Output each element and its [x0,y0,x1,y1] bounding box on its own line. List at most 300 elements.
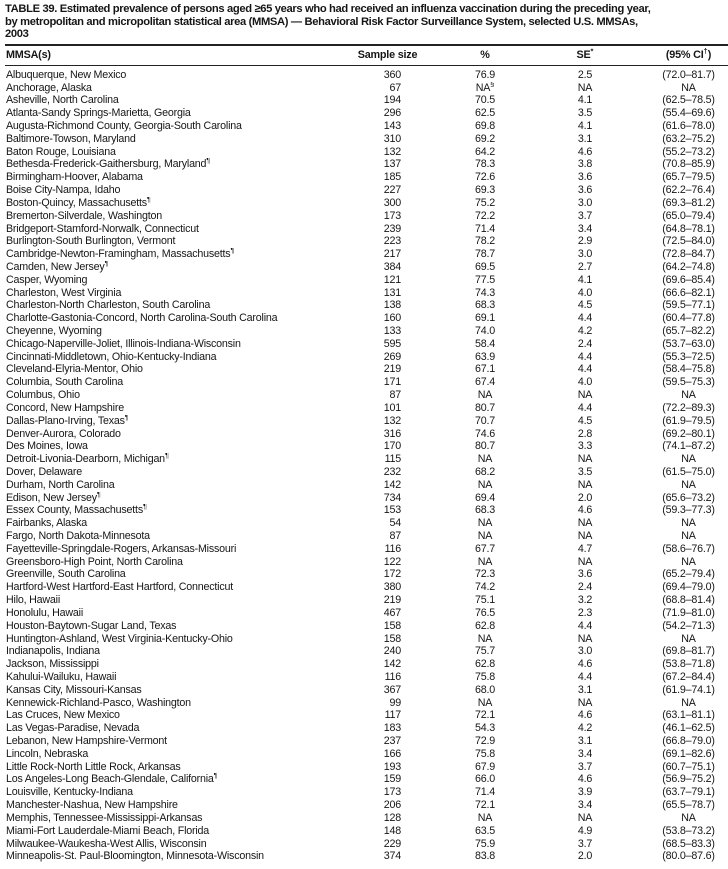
mmsa-footnote-marker: ¶ [164,453,169,460]
table-row [5,568,728,581]
percent-footnote-marker: § [490,81,495,89]
mmsa-cell [5,171,345,184]
percent-value: 78.2 [474,235,495,248]
se-value: NA [577,696,593,709]
se-value: 4.0 [577,376,593,389]
sample-size-value: 153 [383,504,401,517]
se-value: 4.1 [577,120,593,133]
se-value: 2.7 [577,260,593,273]
percent-cell [430,620,540,633]
percent-cell [430,299,540,312]
mmsa-name: Bethesda-Frederick-Gaithersburg, Maryland [6,158,207,171]
mmsa-cell [5,248,345,261]
se-value: 4.4 [577,619,593,632]
table-row [5,210,728,223]
mmsa-cell [5,671,345,684]
mmsa-cell [5,389,345,402]
se-value: 3.5 [577,107,593,120]
percent-value: 62.5 [474,107,495,120]
mmsa-cell [5,556,345,569]
ci-value: NA [681,453,696,466]
sample-size-value: 172 [383,568,401,581]
percent-value: 77.5 [474,273,495,286]
ci-value: (72.2–89.3) [662,401,715,414]
mmsa-cell [5,658,345,671]
percent-cell [430,107,540,120]
mmsa-name: Anchorage, Alaska [6,81,92,94]
ci-value: (71.9–81.0) [662,606,715,619]
mmsa-footnote-marker: ¶ [124,414,129,422]
table-row [5,671,728,684]
se-value: 2.8 [577,427,593,440]
percent-value: 72.3 [474,568,495,581]
ci-value: (65.0–79.4) [662,209,715,222]
percent-cell [430,786,540,799]
mmsa-cell [5,197,345,210]
sample-size-value: 374 [383,850,401,863]
mmsa-name: Augusta-Richmond County, Georgia-South Carolina [6,120,242,133]
table-row [5,120,728,133]
percent-value: 80.7 [474,440,495,453]
percent-value: 83.8 [474,850,495,863]
ci-value: NA [681,478,696,491]
table-row [5,171,728,184]
table-row [5,594,728,607]
se-value: 3.1 [577,132,593,145]
mmsa-name: Miami-Fort Lauderdale-Miami Beach, Florida [6,824,210,837]
sample-size-value: 160 [383,312,401,325]
percent-cell [430,235,540,248]
se-value: 4.6 [577,145,593,158]
mmsa-name: Kennewick-Richland-Pasco, Washington [6,696,191,709]
ci-value: (63.1–81.1) [662,709,715,722]
percent-value: NA [477,453,493,466]
percent-value: 69.4 [474,491,495,504]
percent-value: 67.1 [474,363,495,376]
ci-value: (53.8–73.2) [662,824,715,837]
ci-value: (68.5–83.3) [662,837,715,850]
percent-cell [430,492,540,505]
mmsa-name: Durham, North Carolina [6,478,115,491]
se-value: NA [577,811,593,824]
ci-value: (65.2–79.4) [662,568,715,581]
ci-value: (65.5–78.7) [662,799,715,812]
percent-cell [430,722,540,735]
sample-size-value: 115 [384,453,401,466]
sample-size-value: 117 [384,709,401,722]
ci-value: NA [681,517,696,530]
percent-cell [430,402,540,415]
mmsa-name: Little Rock-North Little Rock, Arkansas [6,760,181,773]
ci-value: (62.2–76.4) [662,184,715,197]
percent-value: 78.3 [474,158,495,171]
mmsa-name: Kansas City, Missouri-Kansas [6,683,142,696]
table-row [5,146,728,159]
table-row [5,389,728,402]
table-row [5,158,728,171]
percent-value: NA [477,517,493,530]
percent-value: NA [477,632,493,645]
se-value: 2.0 [577,850,593,863]
mmsa-cell [5,299,345,312]
sample-size-value: 171 [383,376,401,389]
table-row [5,543,728,556]
sample-size-value: 133 [383,325,401,338]
ci-value: (59.5–77.1) [662,299,715,312]
mmsa-cell [5,748,345,761]
mmsa-cell [5,607,345,620]
table-row [5,261,728,274]
mmsa-name: Memphis, Tennessee-Mississippi-Arkansas [6,811,203,824]
table-row [5,351,728,364]
ci-value: NA [681,555,696,568]
percent-value: 74.2 [474,581,495,594]
ci-value: (69.2–80.1) [662,427,715,440]
mmsa-footnote-marker: ¶ [104,260,109,268]
se-value: NA [577,530,593,543]
se-value: 4.1 [577,94,593,107]
sample-size-value: 142 [383,658,401,671]
se-value: 2.0 [577,491,593,504]
mmsa-name: Boise City-Nampa, Idaho [6,184,121,197]
ci-value: (72.5–84.0) [662,235,715,248]
percent-cell [430,325,540,338]
ci-value: (56.9–75.2) [662,773,715,786]
table-row [5,697,728,710]
mmsa-name: Asheville, North Carolina [6,94,119,107]
table-row [5,684,728,697]
sample-size-value: 467 [383,606,401,619]
se-value: 3.7 [577,837,593,850]
table-row [5,722,728,735]
percent-cell [430,171,540,184]
percent-value: 67.9 [474,760,495,773]
percent-cell [430,633,540,646]
percent-value: NA [477,389,493,402]
se-value: 3.1 [577,735,593,748]
percent-cell [430,697,540,710]
se-value: 3.3 [577,440,593,453]
mmsa-cell [5,94,345,107]
table-row [5,402,728,415]
mmsa-cell [5,773,345,786]
percent-value: 75.8 [474,747,495,760]
percent-value: 68.2 [474,465,495,478]
percent-value: 68.0 [474,683,495,696]
sample-size-value: 223 [383,235,401,248]
column-header-ci [630,45,728,66]
mmsa-cell [5,146,345,159]
ci-value: NA [681,389,696,402]
mmsa-cell [5,261,345,274]
ci-value: (61.6–78.0) [662,120,715,133]
mmsa-name: Columbia, South Carolina [6,376,123,389]
mmsa-name: Bremerton-Silverdale, Washington [6,209,162,222]
percent-value: 72.1 [474,799,495,812]
percent-cell [430,581,540,594]
ci-value: (58.4–75.8) [662,363,715,376]
se-value: 2.3 [577,606,593,619]
percent-cell [430,645,540,658]
mmsa-footnote-marker: ¶ [146,196,151,204]
mmsa-cell [5,504,345,517]
mmsa-cell [5,479,345,492]
se-value: 3.6 [577,568,593,581]
mmsa-cell [5,184,345,197]
percent-cell [430,479,540,492]
se-value: 3.4 [577,747,593,760]
mmsa-name: Concord, New Hampshire [6,401,124,414]
se-value: 3.5 [577,465,593,478]
se-value: 4.6 [577,504,593,517]
percent-value: 68.3 [474,504,495,517]
mmsa-name: Charleston, West Virginia [6,286,122,299]
percent-value: 58.4 [474,337,495,350]
se-footnote-marker: * [590,46,594,56]
prevalence-table [5,44,728,863]
mmsa-cell [5,107,345,120]
mmsa-name: Indianapolis, Indiana [6,645,100,658]
table-row [5,312,728,325]
sample-size-value: 158 [383,619,401,632]
mmsa-cell [5,376,345,389]
mmsa-name: Charlotte-Gastonia-Concord, North Carolina-South Carolina [6,312,278,325]
mmsa-cell [5,274,345,287]
table-row [5,248,728,261]
se-value: 3.7 [577,760,593,773]
percent-cell [430,799,540,812]
mmsa-cell [5,620,345,633]
mmsa-cell [5,235,345,248]
sample-size-value: 101 [383,401,401,414]
mmsa-name: Baltimore-Towson, Maryland [6,132,136,145]
table-row [5,299,728,312]
mmsa-name: Boston-Quincy, Massachusetts [6,196,147,209]
percent-cell [430,761,540,774]
sample-size-value: 384 [383,260,401,273]
sample-size-value: 87 [389,530,401,543]
se-value: 3.8 [577,158,593,171]
percent-value: 75.7 [474,645,495,658]
percent-value: 71.4 [474,786,495,799]
percent-value: 75.9 [474,837,495,850]
se-value: 3.9 [577,786,593,799]
percent-value: 67.4 [474,376,495,389]
percent-value: 69.3 [474,184,495,197]
mmsa-cell [5,133,345,146]
percent-cell [430,812,540,825]
sample-size-value: 734 [383,491,401,504]
sample-size-value: 173 [383,209,401,222]
mmsa-footnote-marker: ¶ [142,504,147,511]
mmsa-footnote-marker: ¶ [230,248,235,255]
sample-size-value: 237 [383,735,401,748]
percent-cell [430,684,540,697]
mmsa-name: Honolulu, Hawaii [6,606,83,619]
table-row [5,812,728,825]
se-value: NA [577,478,593,491]
table-row [5,325,728,338]
mmsa-name: Fayetteville-Springdale-Rogers, Arkansas-Missouri [6,542,237,555]
ci-value: NA [681,632,696,645]
table-row [5,94,728,107]
mmsa-name: Denver-Aurora, Colorado [6,427,121,440]
percent-value: 63.5 [474,824,495,837]
sample-size-value: 316 [383,427,401,440]
mmsa-name: Charleston-North Charleston, South Carolina [6,299,211,312]
mmsa-cell [5,786,345,799]
mmsa-cell [5,312,345,325]
mmsa-cell [5,338,345,351]
mmsa-name: Detroit-Livonia-Dearborn, Michigan [6,453,165,466]
mmsa-cell [5,428,345,441]
sample-size-value: 87 [389,389,401,402]
column-header-se [540,45,630,66]
se-value: 2.5 [577,68,593,81]
mmsa-cell [5,684,345,697]
mmsa-name: Cheyenne, Wyoming [6,325,102,338]
mmsa-name: Minneapolis-St. Paul-Bloomington, Minnesota-Wisconsin [6,850,264,863]
mmsa-cell [5,709,345,722]
sample-size-value: 143 [383,120,401,133]
percent-cell [430,709,540,722]
title-line-1: TABLE 39. Estimated prevalence of persons aged ≥65 years who had received an influenza vaccination during the preceding year, [5,3,651,15]
sample-size-value: 219 [383,594,401,607]
mmsa-name: Manchester-Nashua, New Hampshire [6,799,178,812]
mmsa-cell [5,735,345,748]
se-value: 3.4 [577,222,593,235]
table-row [5,453,728,466]
se-value: 3.0 [577,196,593,209]
ci-value: NA [681,81,696,94]
se-value: 4.4 [577,363,593,376]
se-value: 3.4 [577,799,593,812]
ci-value: (72.8–84.7) [662,248,715,261]
mmsa-name: Lebanon, New Hampshire-Vermont [6,735,167,748]
mmsa-name: Burlington-South Burlington, Vermont [6,235,176,248]
title-line-3: 2003 [5,28,29,41]
ci-value: (69.1–82.6) [662,747,715,760]
sample-size-value: 217 [383,248,401,261]
table-row [5,556,728,569]
mmsa-cell [5,799,345,812]
percent-cell [430,197,540,210]
sample-size-value: 229 [383,837,401,850]
mmsa-name: Atlanta-Sandy Springs-Marietta, Georgia [6,107,191,120]
sample-size-value: 194 [383,94,401,107]
ci-value: (65.6–73.2) [662,491,715,504]
table-row [5,107,728,120]
percent-value: 69.1 [474,312,495,325]
table-header-row [5,45,728,66]
sample-size-value: 142 [383,478,401,491]
mmsa-cell [5,453,345,466]
table-row [5,773,728,786]
percent-cell [430,530,540,543]
mmsa-footnote-marker: ¶ [96,491,101,499]
mmsa-cell [5,65,345,81]
mmsa-cell [5,517,345,530]
sample-size-value: 116 [384,670,401,683]
table-row [5,607,728,620]
table-row [5,517,728,530]
percent-cell [430,146,540,159]
ci-value: (60.7–75.1) [662,760,715,773]
mmsa-name: Cincinnati-Middletown, Ohio-Kentucky-Indiana [6,350,217,363]
mmsa-name: Des Moines, Iowa [6,440,88,453]
mmsa-name: Essex County, Massachusetts [6,504,143,517]
table-row [5,440,728,453]
ci-value: (61.5–75.0) [662,465,715,478]
mmsa-cell [5,530,345,543]
percent-value: 80.7 [474,401,495,414]
sample-size-value: 121 [383,273,401,286]
se-value: 3.0 [577,645,593,658]
mmsa-name: Baton Rouge, Louisiana [6,145,116,158]
percent-cell [430,248,540,261]
percent-value: 62.8 [474,619,495,632]
mmsa-name: Las Cruces, New Mexico [6,709,120,722]
sample-size-value: 128 [383,811,401,824]
mmsa-name: Fargo, North Dakota-Minnesota [6,530,150,543]
ci-value: (55.2–73.2) [662,145,715,158]
ci-value: (64.2–74.8) [662,260,715,273]
ci-value: (55.3–72.5) [662,350,715,363]
mmsa-name: Dover, Delaware [6,465,83,478]
mmsa-name: Houston-Baytown-Sugar Land, Texas [6,619,177,632]
se-value: 3.6 [577,171,593,184]
se-value: 4.9 [577,824,593,837]
mmsa-cell [5,825,345,838]
mmsa-name: Las Vegas-Paradise, Nevada [6,722,140,735]
table-row [5,620,728,633]
ci-value: (74.1–87.2) [662,440,715,453]
se-value: 3.2 [577,594,593,607]
table-row [5,735,728,748]
ci-value: NA [681,811,696,824]
percent-cell [430,825,540,838]
table-row [5,838,728,851]
ci-value: (63.7–79.1) [662,786,715,799]
se-value: 3.7 [577,209,593,222]
se-value: 4.5 [577,299,593,312]
title-line-2: by metropolitan and micropolitan statistical area (MMSA) — Behavioral Risk Factor Surveillance System, selected U.S. MMSAs, [5,15,638,28]
sample-size-value: 239 [383,222,401,235]
ci-value: (80.0–87.6) [662,850,715,863]
percent-value: 68.3 [474,299,495,312]
percent-value: 76.9 [474,68,495,81]
mmsa-cell [5,210,345,223]
table-row [5,504,728,517]
mmsa-cell [5,633,345,646]
ci-value: (69.6–85.4) [662,273,715,286]
percent-value: NA [477,696,493,709]
table-row [5,197,728,210]
se-value: 4.7 [577,542,593,555]
sample-size-value: 269 [383,350,401,363]
ci-value: (65.7–79.5) [662,171,715,184]
se-value: 4.6 [577,709,593,722]
column-header-mmsa: MMSA(s) [5,45,345,66]
table-row [5,274,728,287]
percent-value: 71.4 [474,222,495,235]
se-value: 4.0 [577,286,593,299]
percent-value: 69.2 [474,132,495,145]
percent-cell [430,556,540,569]
mmsa-cell [5,645,345,658]
ci-value: (64.8–78.1) [662,222,715,235]
ci-value: (62.5–78.5) [662,94,715,107]
